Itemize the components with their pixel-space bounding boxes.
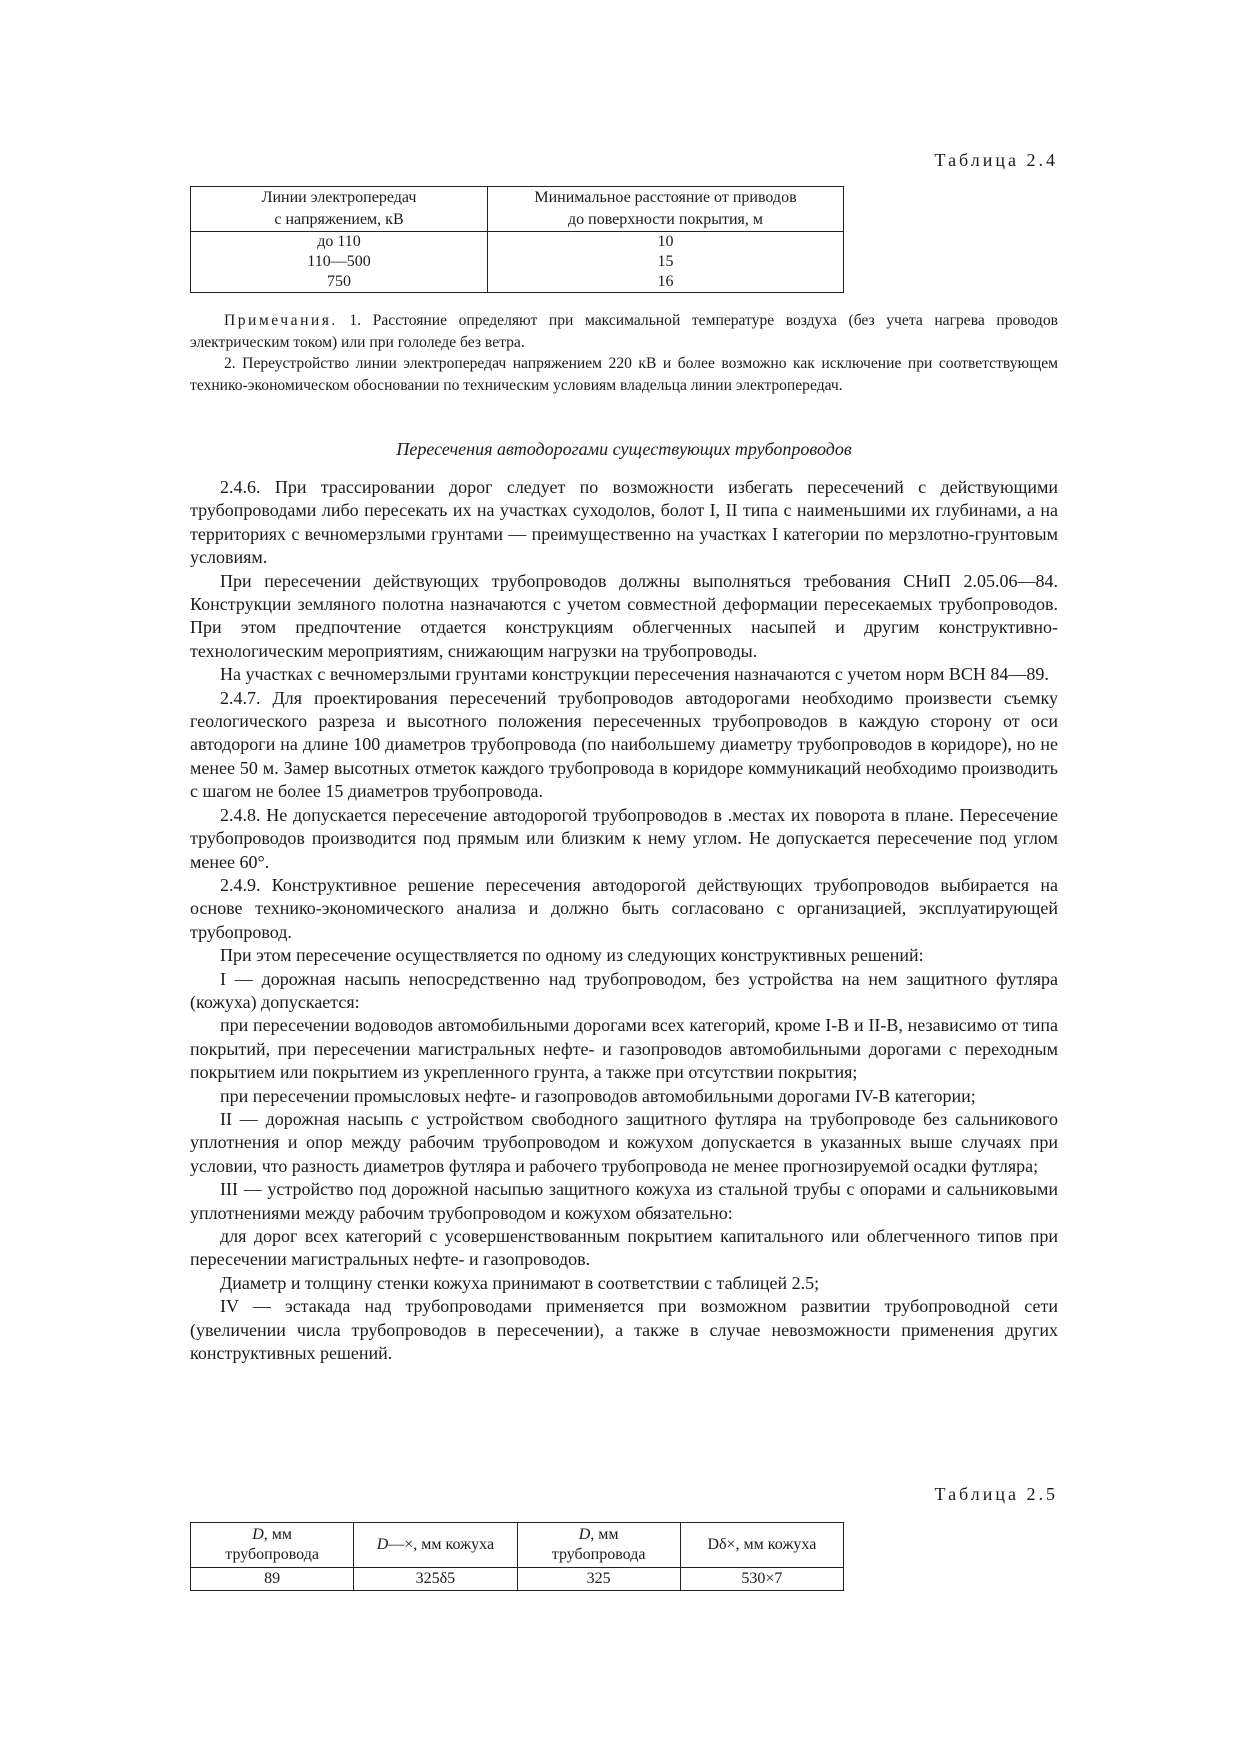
- paragraph: для дорог всех категорий с усовершенствованным покрытием капитального или облегченного типов при пересечении магистральных нефте- и газопроводов.: [190, 1226, 1058, 1270]
- table-cell: 530×7: [680, 1568, 843, 1591]
- header-symbol: D: [578, 1526, 591, 1543]
- section-title: Пересечения автодорогами существующих трубопроводов: [396, 439, 852, 459]
- table-2-5-caption: Таблица 2.5: [934, 1484, 1058, 1504]
- header-symbol: D: [252, 1526, 264, 1543]
- table-row: [191, 272, 844, 293]
- header-line: Минимальное расстояние от приводов: [534, 189, 797, 206]
- paragraph: На участках с вечномерзлыми грунтами конструкции пересечения назначаются с учетом норм ВСН 84—89.: [220, 664, 1049, 685]
- table-row: [191, 252, 844, 272]
- table-header-cell: [517, 1523, 680, 1568]
- table-header-row: [191, 1523, 844, 1568]
- table-cell: 15: [488, 252, 844, 272]
- table-cell: 750: [191, 272, 488, 293]
- paragraph: IV — эстакада над трубопроводами применяется при возможном развитии трубопроводной сети (увеличении числа трубопроводов в пересечении), а также в случае невозможности применения других конструктивных решений.: [190, 1296, 1058, 1364]
- paragraph: При этом пересечение осуществляется по одному из следующих конструктивных решений:: [220, 945, 924, 966]
- paragraph: 2.4.6. При трассировании дорог следует по возможности избегать пересечений с действующими трубопроводами либо пересекать их на участках суходолов, болот I, II типа с наименьшими их глубинами, а на территориях с вечномерзлыми грунтами — преимущественно на участках I категории по мерзлотно-грунтовым условиям.: [190, 477, 1058, 568]
- table-header-cell: [191, 187, 488, 232]
- note-1-text: 1. Расстояние определяют при максимальной температуре воздуха (без учета нагрева проводов электрическим током) или при гололеде без ветра.: [190, 312, 1058, 351]
- header-line: с напряжением, кВ: [274, 211, 404, 228]
- table-row: [191, 1568, 844, 1591]
- header-line: [522, 1525, 676, 1545]
- table-cell: до 110: [191, 232, 488, 253]
- header-line: Линии электропередач: [261, 189, 417, 206]
- paragraph: 2.4.8. Не допускается пересечение автодорогой трубопроводов в .местах их поворота в плане. Пересечение трубопроводов производится под прямым или близким к нему углом. Не допускается пересечение под углом менее 60°.: [190, 804, 1058, 872]
- header-line: Dδ×, мм кожуха: [707, 1536, 817, 1553]
- table-cell: 325: [517, 1568, 680, 1591]
- paragraph: II — дорожная насыпь с устройством свободного защитного футляра на трубопроводе без сальникового уплотнения и опор между рабочим трубопроводом и кожухом допускается в указанных выше случаях при условии, что разность диаметров футляра и рабочего трубопровода не менее прогнозируемой осадки футляра;: [190, 1108, 1058, 1176]
- table-cell: 89: [191, 1568, 354, 1591]
- paragraph: Диаметр и толщину стенки кожуха принимают в соответствии с таблицей 2.5;: [220, 1272, 820, 1293]
- header-line: трубопровода: [551, 1546, 646, 1563]
- header-text: , мм: [263, 1526, 293, 1543]
- table-cell: 325δ5: [354, 1568, 517, 1591]
- paragraph: при пересечении промысловых нефте- и газопроводов автомобильными дорогами IV-В категории;: [220, 1085, 976, 1106]
- table-2-4-caption: Таблица 2.4: [934, 150, 1058, 170]
- paragraph: при пересечении водоводов автомобильными дорогами всех категорий, кроме I-В и II-В, независимо от типа покрытий, при пересечении магистральных нефте- и газопроводов автомобильными дорогами с переходным покрытием или покрытием из укрепленного грунта, а также при отсутствии покрытия;: [190, 1015, 1058, 1083]
- header-line: [358, 1535, 512, 1555]
- table-cell: 110—500: [191, 252, 488, 272]
- table-cell: 16: [488, 272, 844, 293]
- body-text: [190, 476, 1058, 1365]
- table-row: [191, 232, 844, 253]
- table-header-cell: [191, 1523, 354, 1568]
- table-header-cell: [488, 187, 844, 232]
- table-2-4: [190, 186, 844, 293]
- table-header-row: [191, 187, 844, 232]
- table-2-5: [190, 1522, 844, 1591]
- table-header-cell: [680, 1523, 843, 1568]
- header-line: до поверхности покрытия, м: [567, 211, 763, 228]
- paragraph: При пересечении действующих трубопроводов должны выполняться требования СНиП 2.05.06—84. Конструкции земляного полотна назначаются с учетом совместной деформации пересекаемых трубопроводов. При этом предпочтение отдается конструкциям облегченных насыпей и другим конструктивно-технологическим мероприятиям, снижающим нагрузки на трубопроводы.: [190, 570, 1058, 661]
- paragraph: 2.4.9. Конструктивное решение пересечения автодорогой действующих трубопроводов выбирается на основе технико-экономического анализа и должно быть согласовано с организацией, эксплуатирующей трубопровод.: [190, 874, 1058, 942]
- header-text: —×, мм кожуха: [388, 1536, 495, 1553]
- note-1: [190, 310, 1058, 353]
- table-header-cell: [354, 1523, 517, 1568]
- header-line: [195, 1525, 349, 1545]
- header-text: , мм: [590, 1526, 619, 1543]
- paragraph: III — устройство под дорожной насыпью защитного кожуха из стальной трубы с опорами и сальниковыми уплотнениями между рабочим трубопроводом и кожухом обязательно:: [190, 1179, 1058, 1223]
- paragraph: I — дорожная насыпь непосредственно над трубопроводом, без устройства на нем защитного футляра (кожуха) допускается:: [190, 968, 1058, 1012]
- table-notes: [190, 310, 1058, 396]
- header-symbol: D: [376, 1536, 389, 1553]
- table-cell: 10: [488, 232, 844, 253]
- notes-label: Примечания.: [224, 312, 338, 329]
- note-2: 2. Переустройство линии электропередач напряжением 220 кВ и более возможно как исключение при соответствующем технико-экономическом обосновании по техническим условиям владельца линии электропередач.: [190, 355, 1058, 394]
- header-line: трубопровода: [225, 1546, 319, 1563]
- paragraph: 2.4.7. Для проектирования пересечений трубопроводов автодорогами необходимо произвести съемку геологического разреза и высотного положения пересеченных трубопроводов в каждую сторону от оси автодороги на длине 100 диаметров трубопровода (по наибольшему диаметру трубопроводов в коридоре), но не менее 50 м. Замер высотных отметок каждого трубопровода в коридоре коммуникаций необходимо производить с шагом не более 15 диаметров трубопровода.: [190, 687, 1058, 802]
